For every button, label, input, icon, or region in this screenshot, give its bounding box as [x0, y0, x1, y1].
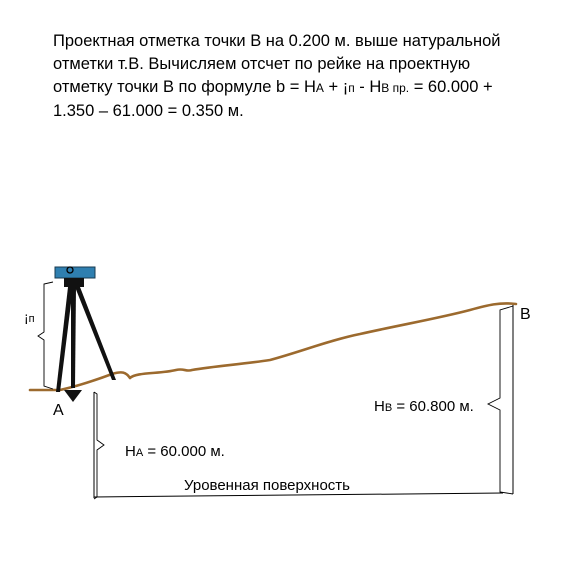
point-a-marker-icon [64, 390, 82, 402]
tripod-leg-center [71, 287, 76, 388]
level-surface-label: Уровенная поверхность [184, 477, 350, 494]
point-a-label: А [53, 402, 64, 419]
tripod-leg-right [75, 287, 116, 380]
instrument-base [64, 278, 84, 287]
ha-label: НА = 60.000 м. [125, 443, 225, 460]
instrument-height-brace [38, 282, 53, 389]
tripod-leg-left [56, 287, 73, 392]
level-instrument [55, 267, 116, 392]
hb-brace [488, 306, 513, 494]
telescope [55, 267, 95, 278]
point-b-label: В [520, 306, 531, 323]
description-paragraph: Проектная отметка точки В на 0.200 м. выше натуральной отметки т.В. Вычисляем отсчет по рейке на проектную отметку точки В по формуле b = НА + ¡п - НВ пр. = 60.000 + 1.350 – 61.000 = 0.350 м. [53, 32, 501, 120]
ha-brace [94, 392, 104, 499]
hb-label: НВ = 60.800 м. [374, 398, 474, 415]
instrument-height-label: ¡п [24, 309, 35, 325]
